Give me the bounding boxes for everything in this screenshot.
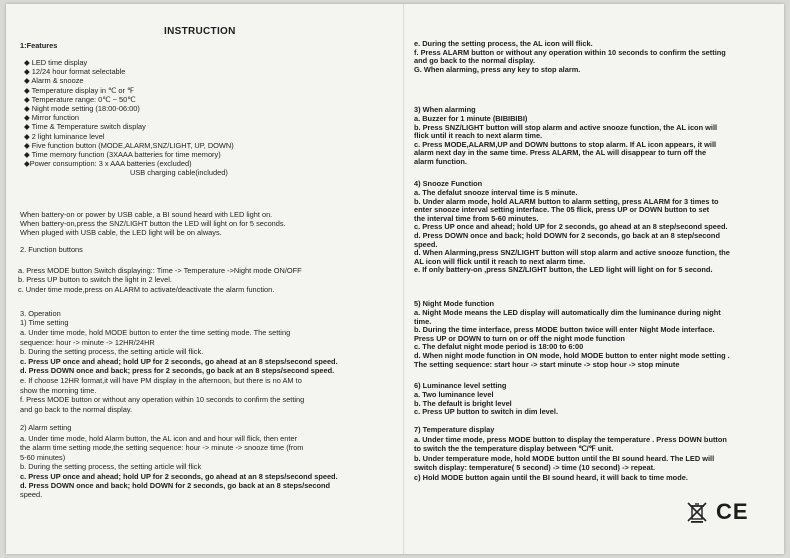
list-item: ◆ 2 light luminance level: [24, 131, 105, 141]
list-item: ◆ Five function button (MODE,ALARM,SNZ/LIGHT, UP, DOWN): [24, 140, 234, 150]
alarm-setting-heading: 2) Alarm setting: [20, 423, 72, 432]
list-item: ◆ Alarm & snooze: [24, 76, 84, 86]
list-item: ◆ Time memory function (3XAAA batteries for time memory): [24, 150, 221, 160]
features-list: [24, 58, 234, 178]
list-item: ◆ Mirror function: [24, 113, 79, 123]
list-item: ◆ LED time display: [24, 58, 88, 67]
function-buttons-heading: 2. Function buttons: [20, 245, 83, 254]
list-item: ◆ Temperature display in ℃ or ℉: [24, 85, 135, 95]
temperature-heading: 7) Temperature display: [414, 425, 495, 434]
list-item: USB charging cable(included): [130, 168, 228, 178]
snooze-heading: 4) Snooze Function: [414, 179, 483, 188]
alarm-setting-steps: a. Under time mode, hold Alarm button, the AL icon and and hour will flick, then enter the alarm time setting mode,the setting sequence: hour -> minute -> snooze time (from 5-60 minutes) b. During the setting process, the setting article will flick c. Press UP once and ahead; hold UP for 2 seconds, go ahead at an 8 steps/second speed. d. Press DOWN once and back; hold DOWN for 2 seconds, go back at an 8 steps/second speed.: [20, 434, 338, 500]
page-fold: [403, 4, 405, 554]
list-item: ◆ 12/24 hour format selectable: [24, 67, 126, 77]
ce-mark: CE: [716, 499, 749, 524]
night-mode-steps: a. Night Mode means the LED display will automatically dim the luminance during night time. b. During the time interface, press MODE button twice will enter Night Mode interface. Press UP or DOWN to turn on or off the night mode function c. The defalut night mode period is 18:00 to 6:00 d. When night mode function in ON mode, hold MODE button to enter night mode setting . The setting sequence: start hour -> start minute -> stop hour -> stop minute: [414, 308, 730, 369]
snooze-steps: a. The defalut snooze interval time is 5 minute. b. Under alarm mode, hold ALARM button to alarm setting, press ALARM for 3 times to enter snooze interval setting interface. The 05 flick, press UP or DOWN button to set the interval time from 5-60 minutes. c. Press UP once and ahead; hold UP for 2 seconds, go ahead at an 8 step/second speed. d. Press DOWN once and back; hold DOWN for 2 seconds, go back at an 8 step/second speed. d. When Alarming,press SNZ/LIGHT button will stop alarm and active snooze function, the AL icon will flick until it reach to next alarm time. e. If only battery-on ,press SNZ/LIGHT button, the LED light will light on for 5 second.: [414, 188, 730, 275]
instruction-sheet: [6, 4, 784, 554]
when-alarming-steps: a. Buzzer for 1 minute (BIBIBIBI) b. Press SNZ/LIGHT button will stop alarm and active snooze function, the AL icon will flick until it reach to next alarm time. c. Press MODE,ALARM,UP and DOWN buttons to stop alarm. If AL icon appears, it will alarm next day in the same time. Press ALARM, the AL will disappear to turn off the alarm function.: [414, 114, 718, 166]
luminance-steps: a. Two luminance level b. The default is bright level c. Press UP button to switch in dim level.: [414, 390, 559, 417]
luminance-heading: 6) Luminance level setting: [414, 381, 507, 390]
power-notes: When battery-on or power by USB cable, a BI sound heard with LED light on. When battery-on,press the SNZ/LIGHT button the LED will light on for 5 seconds. When pluged with USB cable, the LED light will be on always.: [20, 210, 286, 237]
function-buttons-list: a. Press MODE button Switch displaying:: Time -> Temperature ->Night mode ON/OFF b. Press UP button to switch the light in 2 level. c. Under time mode,press on ALARM to activate/deactivate the alarm function.: [18, 266, 302, 294]
time-setting-heading: 1) Time setting: [20, 318, 69, 327]
features-heading: 1:Features: [20, 41, 58, 50]
list-item: ◆Power consumption: 3 x AAA batteries (excluded): [24, 159, 192, 169]
alarm-setting-continued: e. During the setting process, the AL icon will flick. f. Press ALARM button or without any operation within 10 seconds to confirm the setting and go back to the normal display. G. When alarming, press any key to stop alarm.: [414, 39, 726, 74]
time-setting-steps: a. Under time mode, hold MODE button to enter the time setting mode. The setting sequence: hour -> minute -> 12HR/24HR b. During the setting process, the setting article will flick. c. Press UP once and ahead; hold UP for 2 seconds, go ahead at an 8 steps/second speed. d. Press DOWN once and back; press for 2 seconds, go back at an 8 steps/second speed. e. If choose 12HR format,it will have PM display in the afternoon, but there is no AM to show the morning time. f. Press MODE button or without any operation within 10 seconds to confirm the setting and go back to the normal display.: [20, 328, 338, 414]
list-item: ◆ Night mode setting (18:00-06:00): [24, 104, 140, 114]
night-mode-heading: 5) Night Mode function: [414, 299, 495, 308]
list-item: ◆ Time & Temperature switch display: [24, 122, 146, 132]
operation-heading: 3. Operation: [20, 309, 61, 318]
weee-bin-icon: [686, 501, 708, 523]
when-alarming-heading: 3) When alarming: [414, 105, 476, 114]
temperature-steps: a. Under time mode, press MODE button to display the temperature . Press DOWN button to switch the the temperature display between ℃/℉ unit. b. Under temperature mode, hold MODE button until the BI sound heard. The LED will switch display: temperature( 5 second) -> time (10 second) -> repeat. c) Hold MODE button again until the BI sound heard, it will back to time mode.: [414, 435, 727, 482]
page-title: INSTRUCTION: [164, 26, 236, 37]
list-item: ◆ Temperature range: 0℃ ~ 50℃: [24, 94, 136, 104]
certification-marks: [686, 499, 749, 525]
